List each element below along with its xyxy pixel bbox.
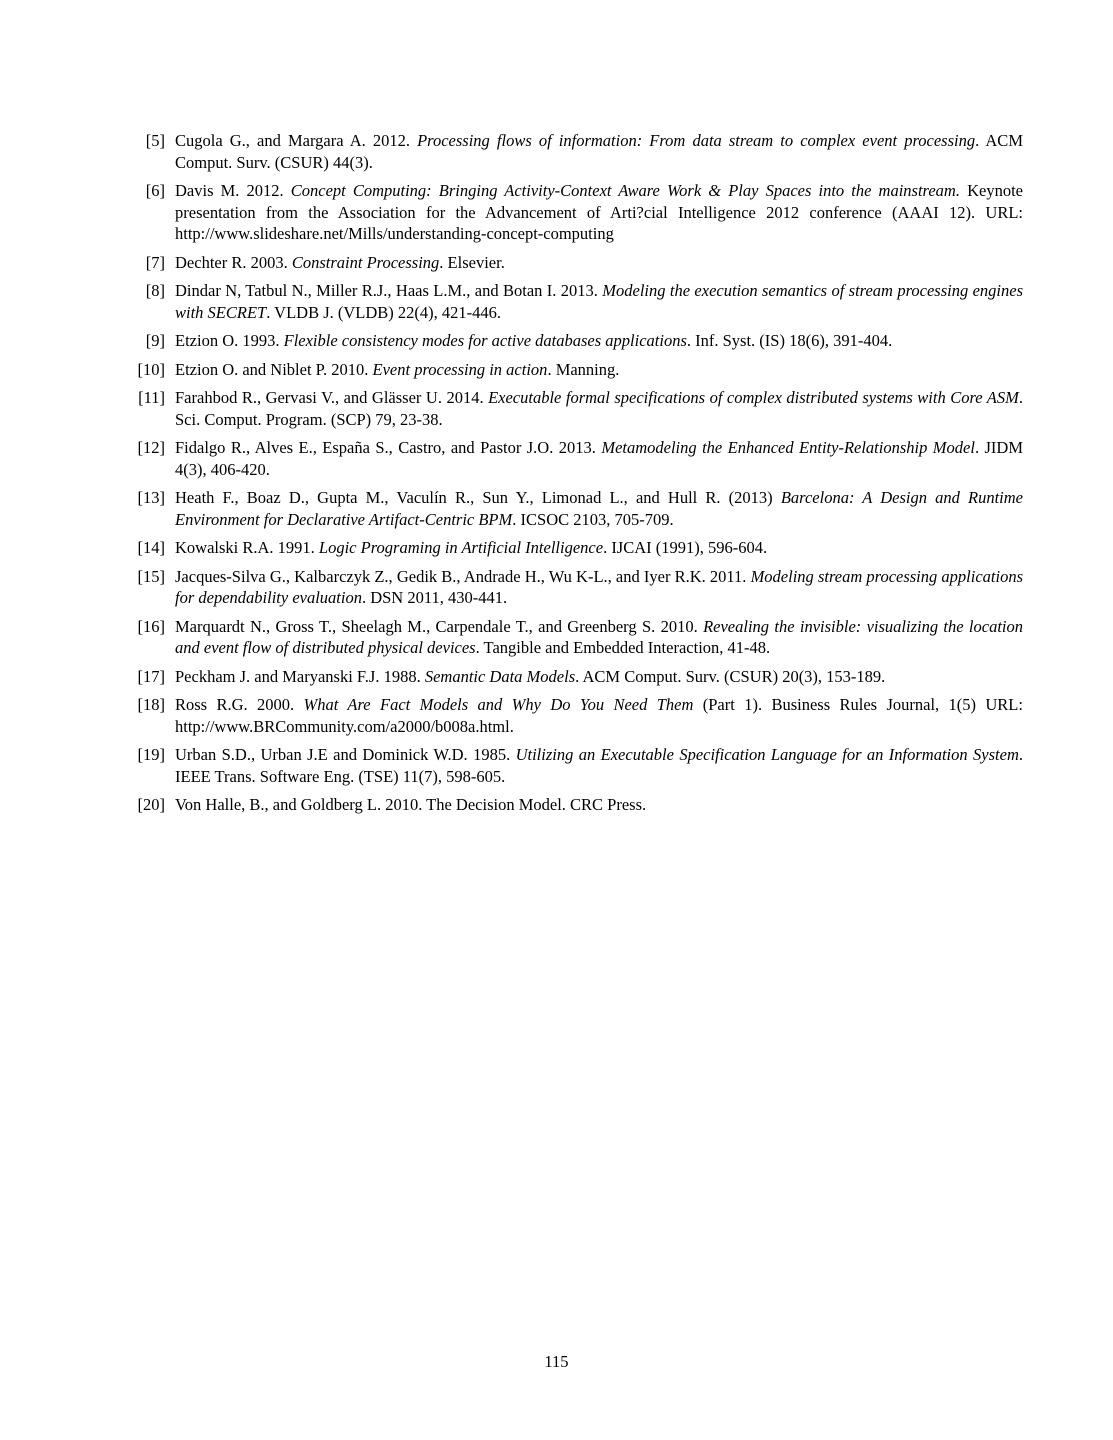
reference-label: [6] (145, 181, 165, 200)
reference-item (133, 130, 1023, 173)
reference-title-segment: Concept Computing: Bringing Activity-Context Aware Work & Play Spaces into the mainstream. (290, 181, 960, 200)
reference-label: [8] (145, 281, 165, 300)
reference-label: [9] (145, 331, 165, 350)
reference-plain-segment: . IEEE Trans. Software Eng. (TSE) 11(7), 598-605. (175, 745, 1023, 786)
reference-text (175, 180, 1023, 245)
reference-plain-segment: (Part 1). Business Rules Journal, 1(5) URL: http://www.BRCommunity.com/a2000/b008a.html. (175, 695, 1023, 736)
reference-item (133, 437, 1023, 480)
reference-plain-segment: . IJCAI (1991), 596-604. (603, 538, 768, 557)
reference-title-segment: Modeling the execution semantics of stream processing engines with SECRET (175, 281, 1024, 322)
reference-title-segment: Semantic Data Models (424, 666, 576, 686)
reference-label: [7] (145, 252, 165, 272)
reference-text (175, 566, 1023, 609)
reference-plain-segment: Cugola G., and Margara A. 2012. (175, 131, 418, 150)
reference-plain-segment: Von Halle, B., and Goldberg L. 2010. The Decision Model. CRC Press. (175, 795, 647, 814)
reference-item (133, 694, 1023, 737)
reference-text (175, 252, 1023, 274)
reference-title-segment: Barcelona: A Design and Runtime Environment for Declarative Artifact-Centric BPM (175, 488, 1023, 529)
reference-title-segment: Metamodeling the Enhanced Entity-Relationship Model (601, 438, 975, 457)
reference-plain-segment: Etzion O. and Niblet P. 2010. (175, 359, 373, 379)
reference-plain-segment: . Elsevier. (439, 252, 505, 272)
reference-item (133, 330, 1023, 352)
reference-plain-segment: . ACM Comput. Surv. (CSUR) 20(3), 153-189. (575, 666, 886, 686)
reference-item (133, 280, 1023, 323)
reference-plain-segment: Dindar N, Tatbul N., Miller R.J., Haas L.M., and Botan I. 2013. (175, 281, 603, 300)
reference-text (175, 359, 1023, 381)
reference-text (175, 280, 1023, 323)
reference-title-segment: What Are Fact Models and Why Do You Need Them (303, 695, 694, 714)
reference-plain-segment: Urban S.D., Urban J.E and Dominick W.D. 1985. (175, 745, 516, 764)
reference-text (175, 487, 1023, 530)
reference-text (175, 616, 1023, 659)
reference-label: [11] (138, 388, 165, 407)
reference-title-segment: Flexible consistency modes for active databases applications (283, 331, 687, 350)
reference-item (133, 794, 1023, 816)
reference-text (175, 130, 1023, 173)
reference-label: [12] (137, 438, 165, 457)
reference-plain-segment: Etzion O. 1993. (175, 331, 284, 350)
reference-plain-segment: Jacques-Silva G., Kalbarczyk Z., Gedik B., Andrade H., Wu K-L., and Iyer R.K. 2011. (175, 566, 751, 586)
reference-title-segment: Executable formal specifications of complex distributed systems with Core ASM (488, 388, 1019, 407)
reference-plain-segment: Kowalski R.A. 1991. (175, 538, 319, 557)
reference-label: [20] (137, 795, 165, 814)
reference-text (175, 744, 1023, 787)
reference-title-segment: Utilizing an Executable Specification Language for an Information System (515, 745, 1019, 764)
reference-text (175, 387, 1023, 430)
reference-plain-segment: Fidalgo R., Alves E., España S., Castro, and Pastor J.O. 2013. (175, 438, 602, 457)
reference-plain-segment: . VLDB J. (VLDB) 22(4), 421-446. (266, 302, 502, 322)
reference-plain-segment: . Manning. (547, 359, 620, 379)
reference-text (175, 330, 1023, 352)
reference-title-segment: Processing flows of information: From data stream to complex event processing (417, 131, 976, 150)
reference-item (133, 180, 1023, 245)
reference-plain-segment: . Inf. Syst. (IS) 18(6), 391-404. (686, 331, 893, 350)
reference-label: [17] (137, 666, 165, 686)
reference-title-segment: Revealing the invisible: visualizing the location and event flow of distributed physical devices (175, 616, 1024, 657)
reference-plain-segment: Ross R.G. 2000. (175, 695, 304, 714)
reference-plain-segment: Peckham J. and Maryanski F.J. 1988. (175, 666, 425, 686)
reference-label: [14] (137, 538, 165, 557)
reference-item (133, 616, 1023, 659)
reference-label: [19] (137, 745, 165, 764)
reference-title-segment: Constraint Processing (291, 252, 440, 272)
reference-item (133, 566, 1023, 609)
reference-plain-segment: . ICSOC 2103, 705-709. (512, 509, 674, 529)
reference-plain-segment: Keynote presentation from the Association for the Advancement of Arti?cial Intelligence 2012 conference (AAAI 12). URL: http://www.slideshare.net/Mills/understanding-concept-computing (175, 181, 1023, 243)
reference-plain-segment: Davis M. 2012. (175, 181, 291, 200)
reference-item (133, 666, 1023, 688)
references-list (133, 130, 1023, 823)
reference-title-segment: Modeling stream processing applications for dependability evaluation (175, 566, 1023, 607)
reference-item (133, 744, 1023, 787)
reference-item (133, 252, 1023, 274)
reference-plain-segment: Dechter R. 2003. (175, 252, 292, 272)
reference-label: [16] (137, 616, 165, 636)
reference-plain-segment: . Tangible and Embedded Interaction, 41-48. (475, 638, 771, 657)
reference-title-segment: Event processing in action (372, 359, 548, 379)
reference-text (175, 794, 1023, 816)
reference-plain-segment: . DSN 2011, 430-441. (361, 588, 508, 607)
reference-label: [15] (137, 566, 165, 586)
reference-plain-segment: . Sci. Comput. Program. (SCP) 79, 23-38. (175, 388, 1023, 429)
reference-text (175, 537, 1023, 559)
reference-label: [18] (137, 695, 165, 714)
reference-plain-segment: . ACM Comput. Surv. (CSUR) 44(3). (175, 131, 1023, 172)
reference-plain-segment: Farahbod R., Gervasi V., and Glässer U. 2014. (175, 388, 489, 407)
reference-item (133, 487, 1023, 530)
reference-plain-segment: . JIDM 4(3), 406-420. (175, 438, 1023, 479)
reference-text (175, 694, 1023, 737)
reference-text (175, 666, 1023, 688)
reference-title-segment: Logic Programing in Artificial Intelligence (318, 538, 604, 557)
reference-text (175, 437, 1023, 480)
reference-label: [5] (145, 131, 165, 150)
reference-item (133, 359, 1023, 381)
reference-plain-segment: Marquardt N., Gross T., Sheelagh M., Carpendale T., and Greenberg S. 2010. (175, 616, 704, 636)
reference-label: [13] (137, 488, 165, 507)
reference-item (133, 537, 1023, 559)
page-number: 115 (544, 1352, 569, 1371)
reference-plain-segment: Heath F., Boaz D., Gupta M., Vaculín R., Sun Y., Limonad L., and Hull R. (2013) (175, 488, 781, 507)
reference-item (133, 387, 1023, 430)
reference-label: [10] (137, 359, 165, 379)
